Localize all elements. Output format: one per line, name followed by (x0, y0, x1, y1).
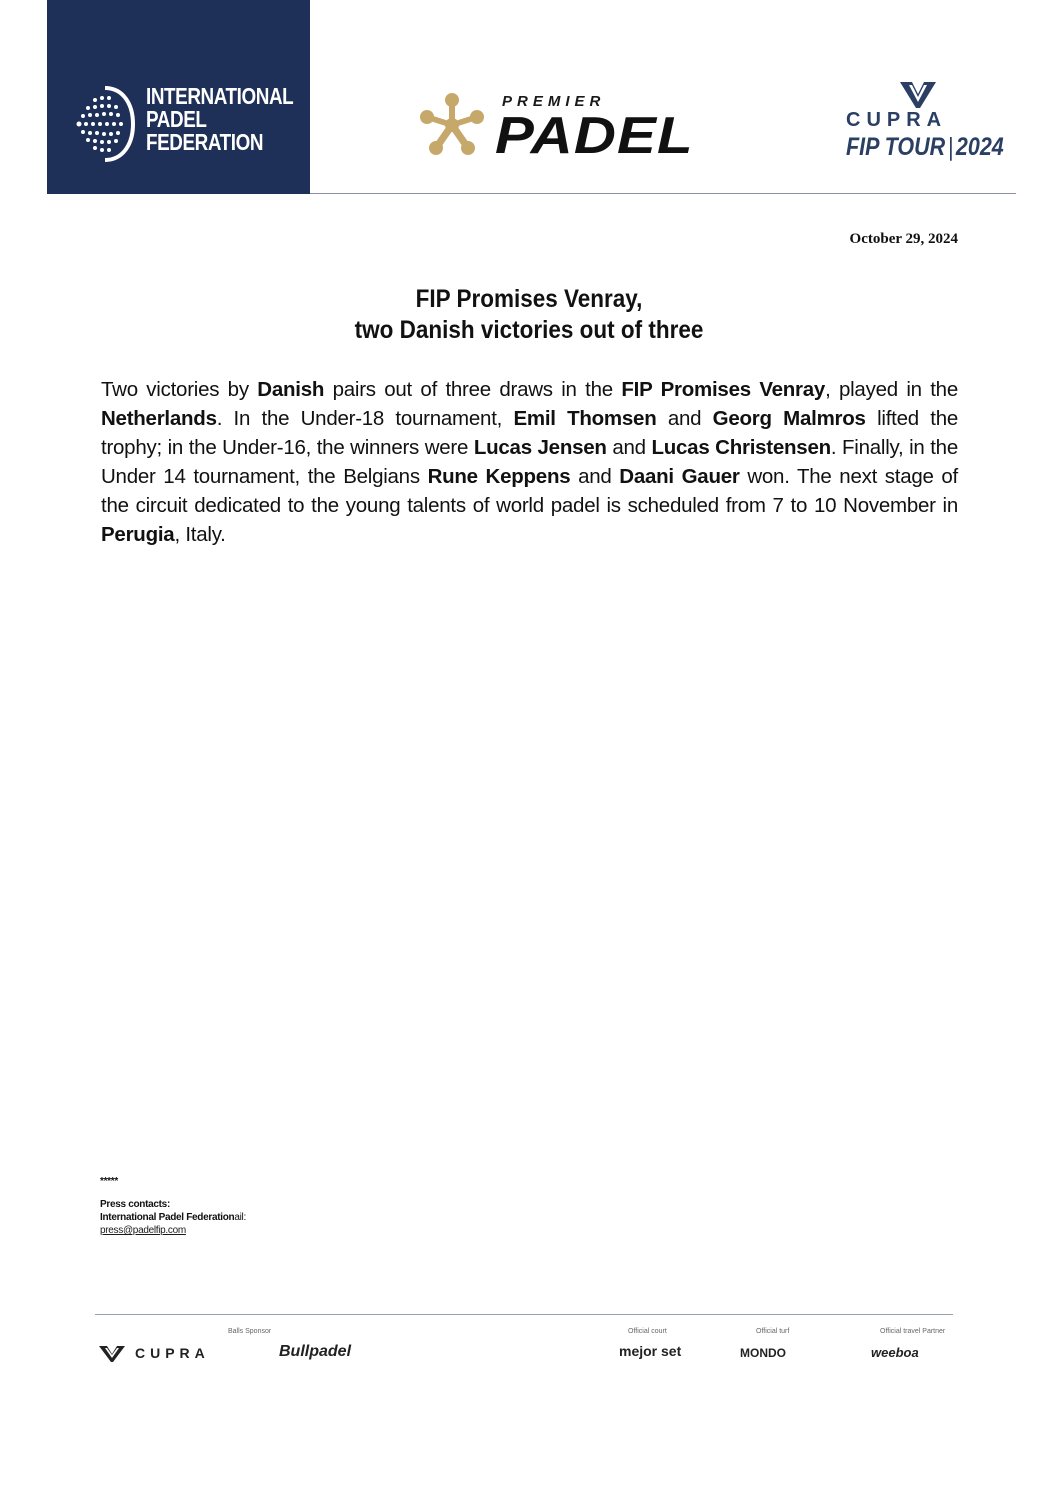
body-emphasis: Lucas Jensen (473, 436, 607, 459)
body-run: . Finally, in the Under 14 tournament, the Belgians (101, 436, 958, 488)
press-contacts-heading: Press contacts: (100, 1199, 170, 1210)
press-contacts (100, 1175, 246, 1237)
body-run: , played in the (825, 378, 958, 401)
official-travel-label: Official travel Partner (880, 1328, 946, 1335)
body-run: , Italy. (174, 523, 226, 546)
fip-tour-wordmark: FIP TOUR | 2024 (846, 133, 1004, 161)
header-divider (310, 193, 1016, 194)
separator-stars: ***** (100, 1176, 118, 1187)
body-emphasis: Daani Gauer (619, 465, 740, 488)
tour-year: 2024 (955, 133, 1004, 161)
contact-organization: International Padel Federation (100, 1212, 235, 1223)
federation-wordmark (146, 85, 293, 154)
body-emphasis: Rune Keppens (427, 465, 571, 488)
body-emphasis: Danish (257, 378, 325, 401)
padel-racket-icon (75, 86, 135, 162)
federation-line-1: INTERNATIONAL (146, 83, 294, 109)
press-email-link[interactable]: press@padelfip.com (100, 1225, 186, 1236)
weeboa-sponsor-logo: weeboa (871, 1345, 919, 1360)
fip-tour-label: FIP TOUR (846, 133, 946, 161)
cupra-sponsor-logo: CUPRA (135, 1345, 210, 1361)
mondo-sponsor-logo: MONDO (740, 1346, 786, 1360)
federation-logo-panel (47, 0, 310, 194)
title-line-1: FIP Promises Venray, (415, 285, 643, 313)
federation-line-2: PADEL (146, 106, 207, 132)
premier-padel-star-icon (416, 92, 488, 158)
premier-wordmark: PREMIER (502, 93, 606, 110)
body-run: and (656, 407, 713, 430)
press-release-date: October 29, 2024 (849, 231, 958, 247)
body-emphasis: Georg Malmros (712, 407, 866, 430)
title-line-2: two Danish victories out of three (354, 316, 704, 344)
cupra-wordmark: CUPRA (846, 109, 948, 131)
body-emphasis: Perugia (101, 523, 175, 546)
body-run: pairs out of three draws in the (324, 378, 622, 401)
body-run: and (570, 465, 620, 488)
body-emphasis: Emil Thomsen (513, 407, 657, 430)
contact-org-suffix: ail: (234, 1212, 246, 1223)
official-turf-label: Official turf (756, 1328, 790, 1335)
article-body (101, 375, 958, 549)
body-emphasis: FIP Promises Venray (621, 378, 826, 401)
balls-sponsor-label: Balls Sponsor (228, 1328, 272, 1335)
body-run: and (606, 436, 652, 459)
body-emphasis: Lucas Christensen (651, 436, 831, 459)
padel-wordmark: PADEL (495, 107, 694, 165)
federation-line-3: FEDERATION (146, 129, 264, 155)
official-court-label: Official court (628, 1328, 667, 1335)
footer-divider (95, 1314, 953, 1315)
body-run: Two victories by (101, 378, 258, 401)
cupra-sponsor-icon (98, 1345, 126, 1363)
bullpadel-sponsor-logo: Bullpadel (279, 1343, 352, 1360)
body-run: . In the Under-18 tournament, (216, 407, 514, 430)
body-run: lifted the trophy; in the Under-16, the winners were (101, 407, 958, 459)
article-title (143, 284, 915, 346)
mejorset-sponsor-logo: mejor set (619, 1343, 682, 1359)
body-run: won. The next stage of the circuit dedicated to the young talents of world padel is scheduled from 7 to 10 November in (101, 465, 958, 517)
body-emphasis: Netherlands (101, 407, 217, 430)
cupra-logo-icon (898, 80, 938, 110)
